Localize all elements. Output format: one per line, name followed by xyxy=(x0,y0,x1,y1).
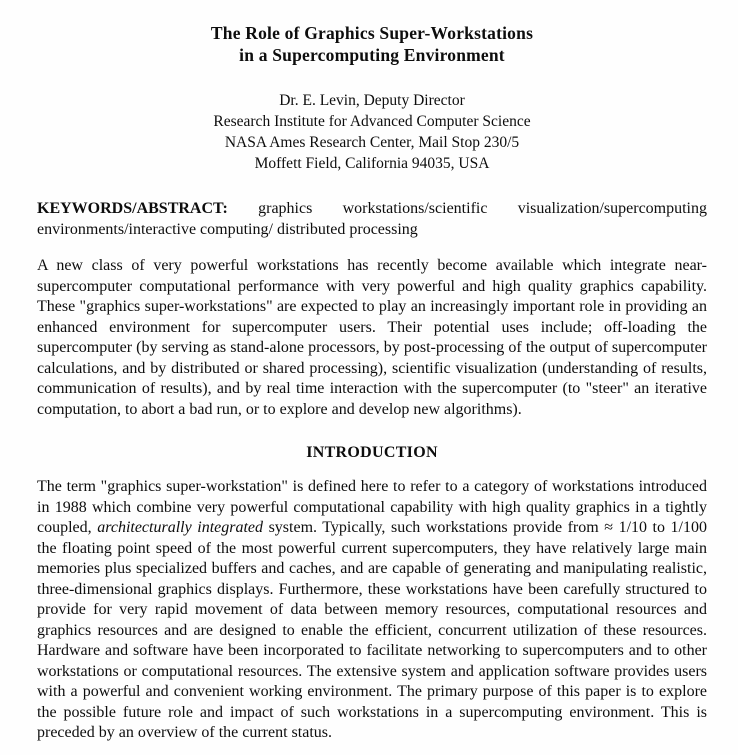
author-name-line: Dr. E. Levin, Deputy Director xyxy=(279,92,465,109)
author-institute-line: Research Institute for Advanced Computer Science xyxy=(213,113,531,130)
keywords-label: KEYWORDS/ABSTRACT: xyxy=(37,200,228,217)
paper-title xyxy=(37,22,707,66)
paper-title-line2: in a Supercomputing Environment xyxy=(239,45,505,65)
introduction-text-before-italic: The term "graphics super-workstation" is defined here to refer to a category of workstations introduced in 1988 which combine very powerful computational capability with high quality graphics in a tightly coupled, xyxy=(37,478,707,536)
section-heading-introduction: INTRODUCTION xyxy=(306,444,438,461)
abstract-paragraph: A new class of very powerful workstations has recently become available which integrate near-supercomputer computational performance with very powerful and high quality graphics capability. These "graphics super-workstations" are expected to play an increasingly important role in providing an enhanced environment for supercomputer users. Their potential uses include; off-loading the supercomputer (by serving as stand-alone processors, by post-processing of the output of supercomputer calculations, and by distributed or shared processing), scientific visualization (understanding of results, communication of results), and by real time interaction with the supercomputer (to "steer" an iterative computation, to abort a bad run, or to explore and develop new algorithms). xyxy=(37,257,707,418)
keywords-paragraph xyxy=(37,184,707,240)
author-address-line: NASA Ames Research Center, Mail Stop 230/5 xyxy=(224,134,520,151)
author-city-line: Moffett Field, California 94035, USA xyxy=(254,155,490,172)
introduction-italic-phrase: architecturally integrated xyxy=(97,519,264,536)
introduction-text-after-italic: system. Typically, such workstations provide from ≈ 1/10 to 1/100 the floating point speed of the most powerful current supercomputers, they have relatively large main memories plus specialized buffers and caches, and are capable of generating and manipulating realistic, three-dimensional graphics displays. Furthermore, these workstations have been carefully structured to provide for very rapid movement of data between memory resources, computational resources and graphics resources and are designed to enable the efficient, concurrent utilization of these resources. Hardware and software have been incorporated to facilitate networking to supercomputers and to other workstations or computational resources. The extensive system and application software provides users with a powerful and convenient working environment. The primary purpose of this paper is to explore the possible future role and impact of such workstations in a supercomputing environment. This is preceded by an overview of the current status. xyxy=(37,519,707,741)
keywords-text: graphics workstations/scientific visualization/supercomputing environments/interactive computing/ distributed processing xyxy=(37,200,707,238)
paper-title-line1: The Role of Graphics Super-Workstations xyxy=(210,23,534,43)
author-block xyxy=(37,90,707,174)
introduction-paragraph xyxy=(37,477,707,744)
